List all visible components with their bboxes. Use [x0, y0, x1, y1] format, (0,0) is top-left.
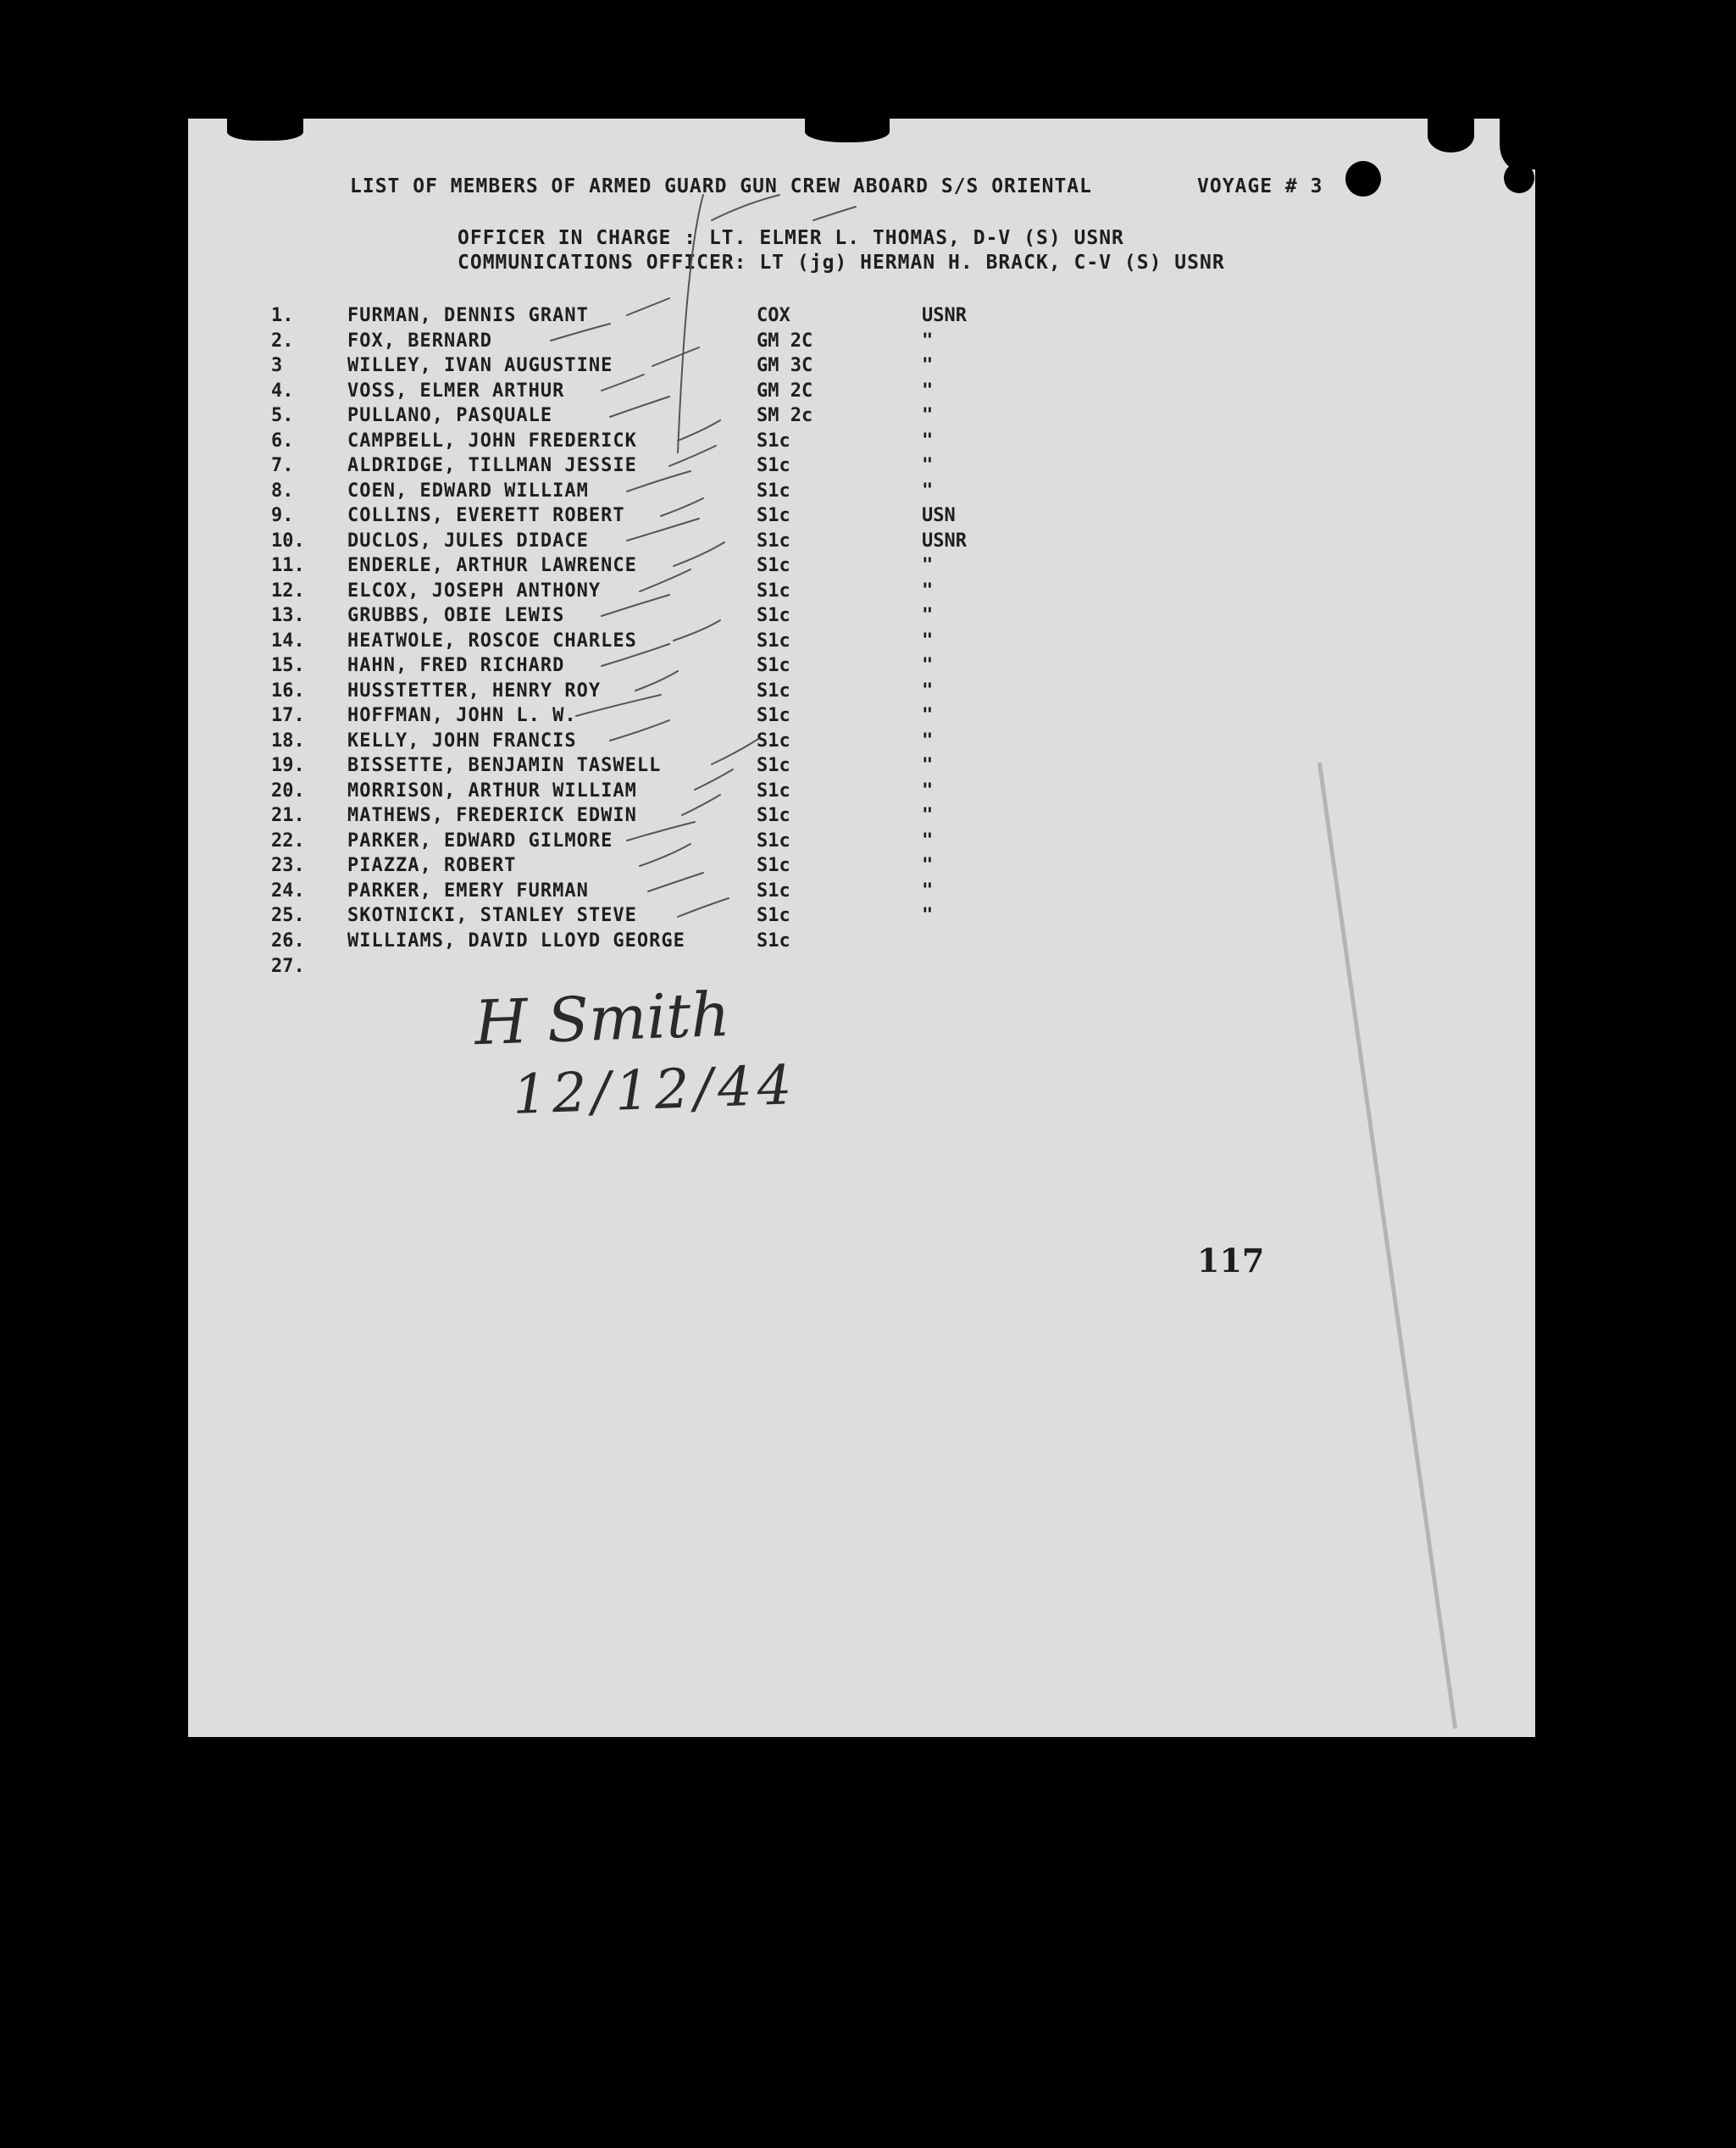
torn-edge-notch — [805, 119, 890, 142]
crew-name: PIAZZA, ROBERT — [347, 855, 517, 876]
crew-rate: S1c — [757, 805, 790, 826]
voyage-number: VOYAGE # 3 — [1197, 175, 1323, 197]
crew-number: 22. — [271, 830, 305, 852]
crew-rate: SM 2c — [757, 405, 813, 426]
crew-name: KELLY, JOHN FRANCIS — [347, 730, 577, 752]
crew-service: " — [922, 430, 934, 452]
crew-service: " — [922, 480, 934, 502]
crew-service: " — [922, 630, 934, 652]
crew-rate: S1c — [757, 530, 790, 552]
crew-rate: S1c — [757, 705, 790, 726]
crew-number: 13. — [271, 605, 305, 626]
crew-rate: S1c — [757, 655, 790, 676]
crew-name: PULLANO, PASQUALE — [347, 405, 553, 426]
crew-name: FURMAN, DENNIS GRANT — [347, 305, 589, 326]
crew-number: 5. — [271, 405, 294, 426]
crew-name: VOSS, ELMER ARTHUR — [347, 380, 565, 402]
crew-service: " — [922, 780, 934, 802]
crew-number: 23. — [271, 855, 305, 876]
crew-number: 14. — [271, 630, 305, 652]
crew-name: HOFFMAN, JOHN L. W. — [347, 705, 577, 726]
crew-number: 2. — [271, 330, 294, 352]
crew-service: " — [922, 730, 934, 752]
punch-hole — [1504, 163, 1534, 193]
crew-service: " — [922, 380, 934, 402]
crew-service: " — [922, 405, 934, 426]
crew-name: ALDRIDGE, TILLMAN JESSIE — [347, 455, 637, 476]
crew-rate: S1c — [757, 880, 790, 902]
crew-rate: S1c — [757, 605, 790, 626]
crew-rate: GM 2C — [757, 330, 813, 352]
crew-name: HEATWOLE, ROSCOE CHARLES — [347, 630, 637, 652]
signature-date: 12/12/44 — [511, 1054, 798, 1127]
crew-number: 1. — [271, 305, 294, 326]
crew-name: ENDERLE, ARTHUR LAWRENCE — [347, 555, 637, 576]
crew-name: ELCOX, JOSEPH ANTHONY — [347, 580, 602, 602]
crew-service: " — [922, 355, 934, 376]
crew-service: " — [922, 680, 934, 702]
crew-service: " — [922, 655, 934, 676]
crew-rate: COX — [757, 305, 790, 326]
crew-service: " — [922, 755, 934, 776]
crew-name: COLLINS, EVERETT ROBERT — [347, 505, 625, 526]
crew-number: 17. — [271, 705, 305, 726]
crew-service: " — [922, 805, 934, 826]
crew-rate: GM 2C — [757, 380, 813, 402]
officer-in-charge: OFFICER IN CHARGE : LT. ELMER L. THOMAS, D-V (S) USNR — [458, 227, 1124, 249]
crew-number: 18. — [271, 730, 305, 752]
crew-rate: S1c — [757, 755, 790, 776]
crew-number: 12. — [271, 580, 305, 602]
handwritten-signature: H Smith — [473, 978, 731, 1059]
crew-number: 26. — [271, 930, 305, 952]
crew-name: PARKER, EMERY FURMAN — [347, 880, 589, 902]
crew-service: " — [922, 855, 934, 876]
crew-number: 7. — [271, 455, 294, 476]
crew-number: 11. — [271, 555, 305, 576]
torn-edge-notch — [1428, 119, 1474, 153]
punch-hole — [1345, 161, 1381, 197]
crew-service: " — [922, 705, 934, 726]
document-title: LIST OF MEMBERS OF ARMED GUARD GUN CREW ABOARD S/S ORIENTAL — [350, 175, 1092, 197]
crew-number: 24. — [271, 880, 305, 902]
crew-name: WILLEY, IVAN AUGUSTINE — [347, 355, 613, 376]
crew-name: FOX, BERNARD — [347, 330, 492, 352]
crew-rate: S1c — [757, 430, 790, 452]
crew-rate: S1c — [757, 930, 790, 952]
communications-officer: COMMUNICATIONS OFFICER: LT (jg) HERMAN H. BRACK, C-V (S) USNR — [458, 252, 1225, 274]
crew-service: USN — [922, 505, 956, 526]
crew-service: " — [922, 580, 934, 602]
crew-name: SKOTNICKI, STANLEY STEVE — [347, 905, 637, 926]
crew-number: 25. — [271, 905, 305, 926]
crew-number: 6. — [271, 430, 294, 452]
crew-rate: S1c — [757, 730, 790, 752]
crew-service: USNR — [922, 530, 967, 552]
crew-service: " — [922, 830, 934, 852]
crew-name: WILLIAMS, DAVID LLOYD GEORGE — [347, 930, 685, 952]
crew-service: " — [922, 555, 934, 576]
torn-edge-notch — [1500, 119, 1535, 169]
crew-rate: S1c — [757, 555, 790, 576]
crew-rate: S1c — [757, 455, 790, 476]
crew-name: MORRISON, ARTHUR WILLIAM — [347, 780, 637, 802]
crew-rate: GM 3C — [757, 355, 813, 376]
crew-number: 21. — [271, 805, 305, 826]
crew-service: " — [922, 330, 934, 352]
crew-rate: S1c — [757, 830, 790, 852]
crew-rate: S1c — [757, 505, 790, 526]
crew-rate: S1c — [757, 855, 790, 876]
crew-name: DUCLOS, JULES DIDACE — [347, 530, 589, 552]
crew-service: " — [922, 880, 934, 902]
crew-name: BISSETTE, BENJAMIN TASWELL — [347, 755, 662, 776]
torn-edge-notch — [227, 119, 303, 141]
crew-number: 15. — [271, 655, 305, 676]
crew-service: " — [922, 905, 934, 926]
crew-rate: S1c — [757, 780, 790, 802]
crew-service: " — [922, 455, 934, 476]
crew-number: 4. — [271, 380, 294, 402]
crew-rate: S1c — [757, 905, 790, 926]
crew-rate: S1c — [757, 680, 790, 702]
crew-rate: S1c — [757, 480, 790, 502]
crew-number: 27. — [271, 956, 305, 977]
crew-number: 10. — [271, 530, 305, 552]
crew-number: 9. — [271, 505, 294, 526]
crew-number: 3 — [271, 355, 283, 376]
page-number: 117 — [1197, 1241, 1265, 1279]
crew-rate: S1c — [757, 630, 790, 652]
crew-name: COEN, EDWARD WILLIAM — [347, 480, 589, 502]
crew-name: HAHN, FRED RICHARD — [347, 655, 565, 676]
crew-service: USNR — [922, 305, 967, 326]
crew-number: 19. — [271, 755, 305, 776]
crew-name: MATHEWS, FREDERICK EDWIN — [347, 805, 637, 826]
crew-number: 16. — [271, 680, 305, 702]
crew-name: CAMPBELL, JOHN FREDERICK — [347, 430, 637, 452]
crew-rate: S1c — [757, 580, 790, 602]
crew-name: HUSSTETTER, HENRY ROY — [347, 680, 602, 702]
crew-service: " — [922, 605, 934, 626]
crew-number: 20. — [271, 780, 305, 802]
crew-name: PARKER, EDWARD GILMORE — [347, 830, 613, 852]
crew-number: 8. — [271, 480, 294, 502]
crew-name: GRUBBS, OBIE LEWIS — [347, 605, 565, 626]
